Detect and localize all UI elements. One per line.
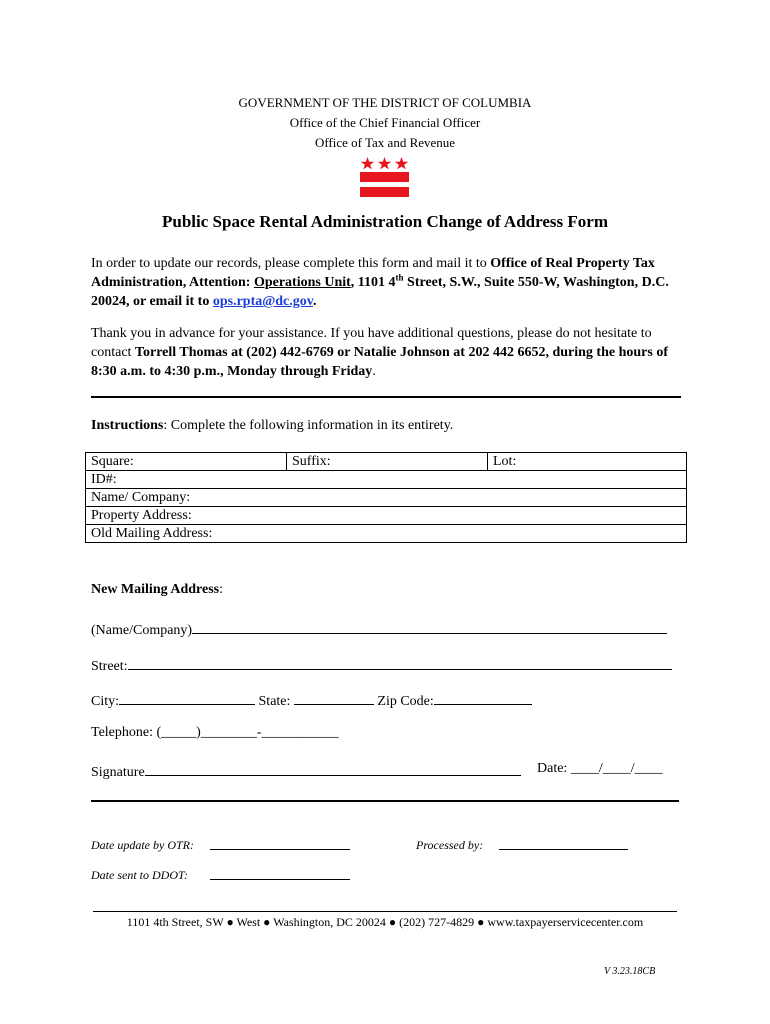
table-row — [86, 489, 687, 507]
dc-flag-icon — [360, 157, 409, 199]
new-address-heading — [91, 582, 223, 598]
processed-by-label: Processed by: — [416, 838, 484, 852]
intro-text: In order to update our records, please complete this form and mail it to — [91, 256, 491, 271]
street-label: Street: — [91, 659, 128, 674]
thanks-end: . — [372, 364, 376, 379]
table-row — [86, 471, 687, 489]
intro-end: . — [313, 294, 317, 309]
signature-row — [91, 761, 521, 781]
info-table — [85, 452, 687, 543]
suffix-field[interactable]: Suffix: — [287, 453, 488, 471]
thanks-text: Thank you in advance for your assistance. If you have additional questions, please do not hesitate to contact — [91, 326, 652, 360]
state-line[interactable] — [294, 690, 374, 705]
footer-address: 1101 4th Street, SW ● West ● Washington, DC 20024 ● (202) 727-4829 ● www.taxpayerservicecenter.com — [126, 915, 644, 929]
city-row — [91, 690, 532, 710]
signature-label: Signature — [91, 765, 145, 780]
property-address-field[interactable]: Property Address: — [86, 507, 687, 525]
version-label: V 3.23.18CB — [604, 966, 656, 977]
divider-bottom — [91, 800, 679, 802]
processed-by-line[interactable] — [499, 849, 628, 850]
header-government: GOVERNMENT OF THE DISTRICT OF COLUMBIA — [238, 95, 532, 110]
instructions-text: : Complete the following information in its entirety. — [163, 418, 454, 433]
footer-rule — [93, 911, 677, 912]
name-company-field[interactable]: Name/ Company: — [86, 489, 687, 507]
divider-top — [91, 396, 681, 398]
instructions — [91, 418, 453, 434]
id-field[interactable]: ID#: — [86, 471, 687, 489]
header-cfo: Office of the Chief Financial Officer — [289, 115, 481, 130]
intro-office: Office of Real Property Tax Administration, Attention: — [91, 256, 655, 290]
form-title: Public Space Rental Administration Change of Address Form — [162, 212, 608, 231]
date-sent-line[interactable] — [210, 879, 350, 880]
lot-field[interactable]: Lot: — [488, 453, 687, 471]
square-field[interactable]: Square: — [86, 453, 287, 471]
intro-paragraph — [91, 254, 691, 311]
zip-label: Zip Code: — [377, 694, 434, 709]
new-address-label: New Mailing Address — [91, 582, 220, 597]
date-field[interactable]: Date: ____/____/____ — [537, 761, 663, 776]
date-sent-label: Date sent to DDOT: — [91, 868, 188, 882]
new-address-colon: : — [219, 582, 223, 597]
table-row — [86, 525, 687, 543]
thanks-paragraph — [91, 324, 691, 381]
city-label: City: — [91, 694, 120, 709]
header-otr: Office of Tax and Revenue — [314, 135, 456, 150]
instructions-label: Instructions — [91, 418, 164, 433]
email-link[interactable]: ops.rpta@dc.gov — [212, 294, 313, 309]
zip-line[interactable] — [434, 690, 532, 705]
thanks-contacts: Torrell Thomas at (202) 442-6769 or Natalie Johnson at 202 442 6652, during the hours of 8:30 a.m. to 4:30 p.m., Monday through Friday — [91, 345, 668, 379]
name-company-line[interactable] — [192, 619, 667, 634]
name-company-label: (Name/Company) — [91, 623, 193, 638]
old-mailing-field[interactable]: Old Mailing Address: — [86, 525, 687, 543]
table-row — [86, 453, 687, 471]
signature-line[interactable] — [145, 761, 521, 776]
street-line[interactable] — [128, 655, 672, 670]
state-label: State: — [258, 694, 291, 709]
telephone-field[interactable]: Telephone: (_____)________-___________ — [91, 725, 339, 740]
street-row — [91, 655, 672, 675]
intro-unit: Operations Unit — [253, 275, 351, 290]
intro-address-b: Street, S.W., Suite 550-W, Washington, D.C. 20024, or email it to — [91, 275, 669, 309]
name-company-row — [91, 619, 667, 639]
intro-sup: th — [395, 272, 404, 283]
intro-address-a: , 1101 4 — [350, 275, 396, 290]
date-update-label: Date update by OTR: — [91, 838, 194, 852]
city-line[interactable] — [119, 690, 255, 705]
table-row — [86, 507, 687, 525]
date-update-line[interactable] — [210, 849, 350, 850]
